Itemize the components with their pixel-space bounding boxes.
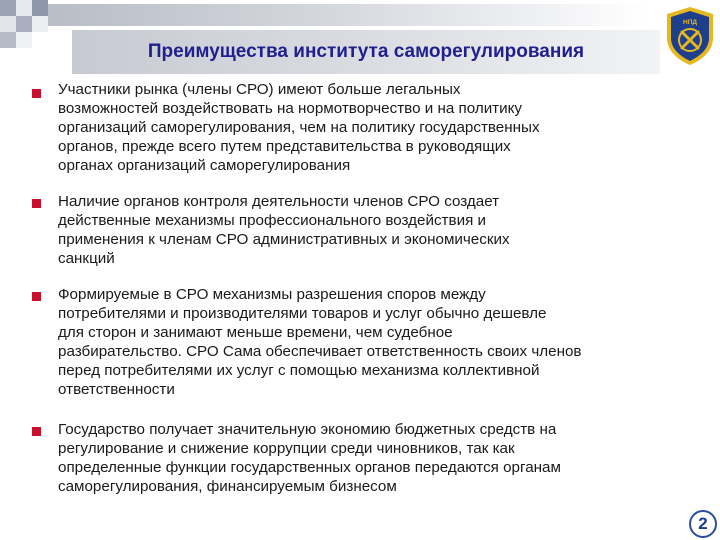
- bullet-text-3: [58, 285, 698, 399]
- shield-emblem-icon: [664, 6, 716, 66]
- corner-checker-pattern: [0, 0, 50, 50]
- text-line: перед потребителями их услуг с помощью механизма коллективной: [58, 362, 540, 379]
- bullet-marker: [32, 199, 41, 208]
- text-line: потребителями и производителями товаров и услуг обычно дешевле: [58, 305, 547, 322]
- bullet-text-4: [58, 420, 698, 496]
- text-line: органов, прежде всего путем представительства в руководящих: [58, 138, 511, 155]
- text-line: регулирование и снижение коррупции среди чиновников, так как: [58, 440, 515, 457]
- bullet-marker: [32, 89, 41, 98]
- text-line: санкций: [58, 250, 115, 267]
- title-bar: [72, 30, 660, 74]
- text-line: ответственности: [58, 381, 175, 398]
- slide-title: Преимущества института саморегулирования: [147, 41, 585, 62]
- bullet-text-2: [58, 192, 698, 268]
- text-line: разбирательство. СРО Сама обеспечивает ответственность своих членов: [58, 343, 582, 360]
- text-line: Участники рынка (члены СРО) имеют больше легальных: [58, 81, 461, 98]
- text-line: Наличие органов контроля деятельности членов СРО создает: [58, 193, 500, 210]
- bullet-marker: [32, 427, 41, 436]
- text-line: Государство получает значительную экономию бюджетных средств на: [58, 421, 557, 438]
- text-line: для сторон и занимают меньше времени, чем судебное: [58, 324, 453, 341]
- text-line: саморегулирования, финансируемым бизнесом: [58, 478, 397, 495]
- header-band: [48, 4, 648, 26]
- bullet-text-1: [58, 80, 698, 175]
- page-number-badge: 2: [689, 510, 717, 538]
- text-line: Формируемые в СРО механизмы разрешения споров между: [58, 286, 486, 303]
- text-line: применения к членам СРО административных и экономических: [58, 231, 510, 248]
- text-line: организаций саморегулирования, чем на политику государственных: [58, 119, 540, 136]
- text-line: возможностей воздействовать на нормотворчество и на политику: [58, 100, 523, 117]
- text-line: органах организаций саморегулирования: [58, 157, 351, 174]
- text-line: действенные механизмы профессионального воздействия и: [58, 212, 486, 229]
- emblem-label: НПД: [683, 19, 697, 26]
- bullet-marker: [32, 292, 41, 301]
- text-line: определенные функции государственных органов передаются органам: [58, 459, 561, 476]
